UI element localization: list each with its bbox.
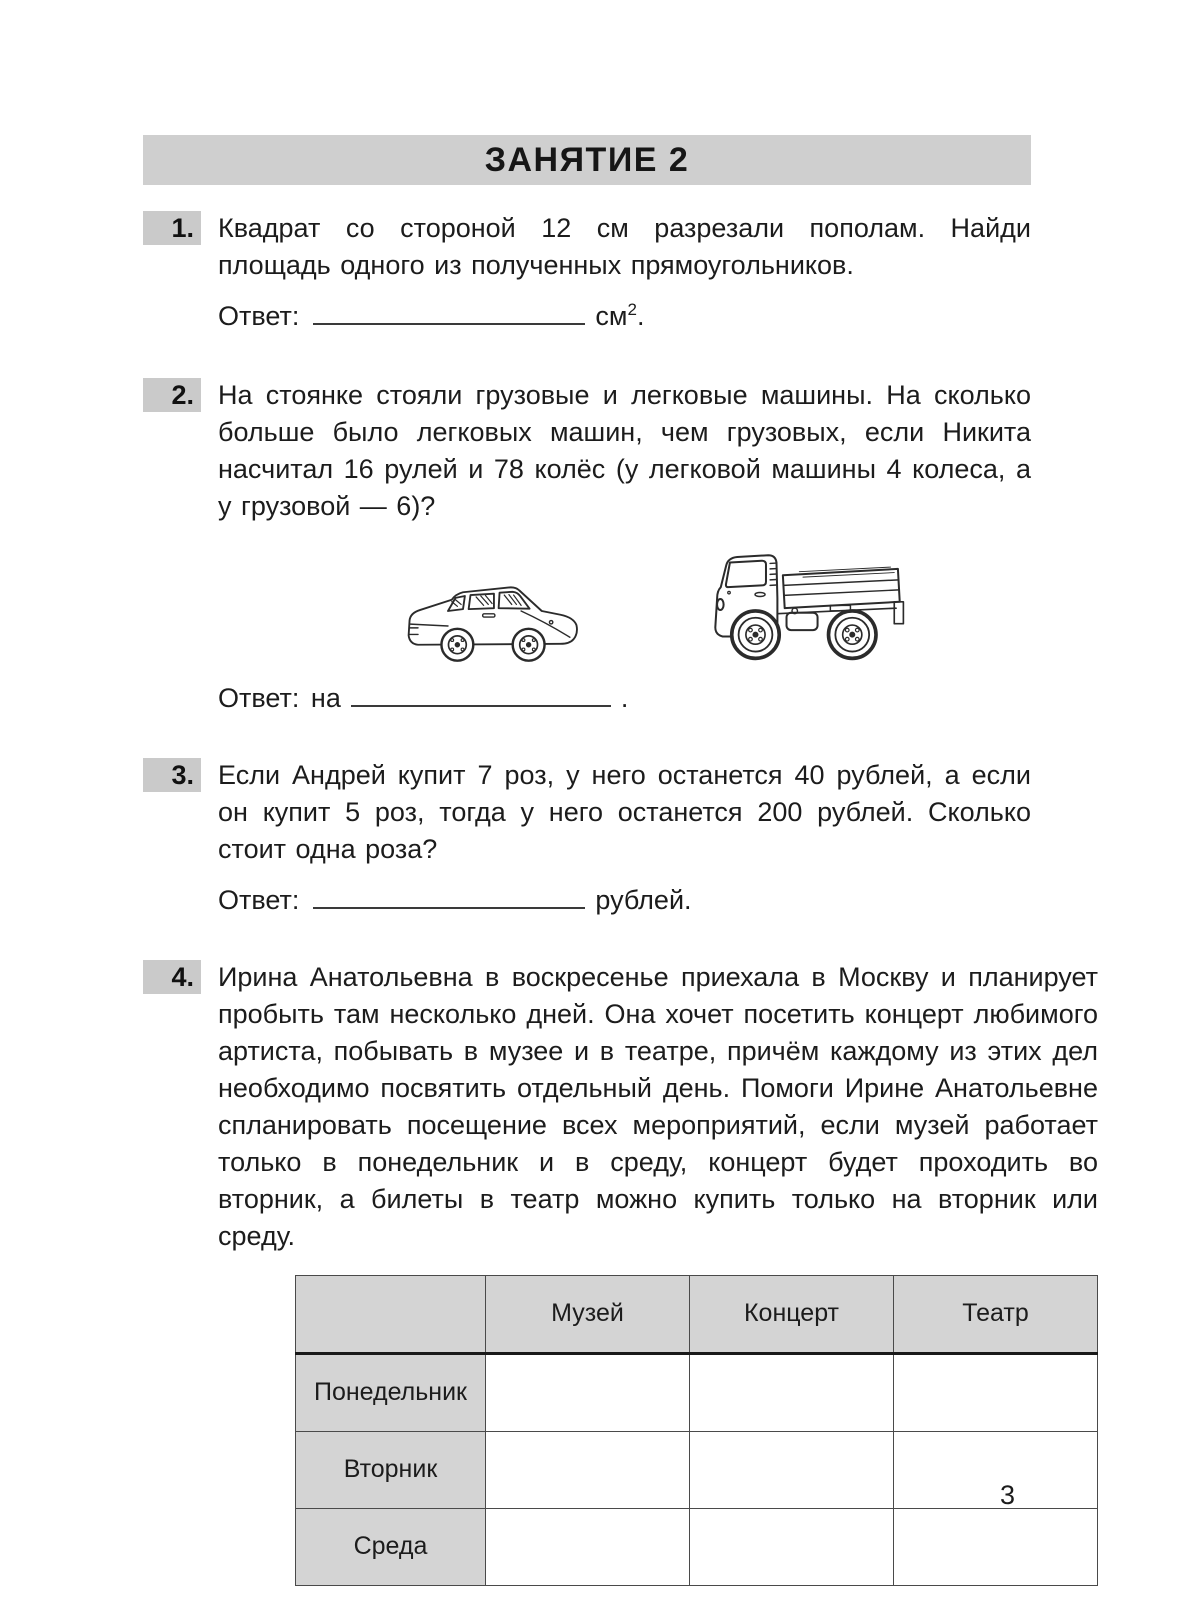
problem-1-text: Квадрат со стороной 12 см разрезали пополам. Найди площадь одного из полученных прямоугольников. xyxy=(218,213,1031,280)
cell-wednesday-museum[interactable] xyxy=(486,1508,690,1585)
cell-monday-theater[interactable] xyxy=(894,1353,1098,1431)
vehicle-illustrations xyxy=(403,547,1031,666)
answer-pre-word: на xyxy=(310,682,341,713)
problem-4 xyxy=(143,959,1098,1586)
row-header-monday: Понедельник xyxy=(296,1353,486,1431)
column-header-museum: Музей xyxy=(486,1275,690,1353)
problem-4-number: 4. xyxy=(143,960,201,994)
answer-blank[interactable] xyxy=(351,700,611,707)
truck-icon xyxy=(708,547,918,666)
problem-2-number: 2. xyxy=(143,378,201,412)
schedule-table xyxy=(295,1275,1098,1586)
page-title: ЗАНЯТИЕ 2 xyxy=(143,135,1031,185)
answer-blank[interactable] xyxy=(313,318,585,325)
answer-suffix: рублей. xyxy=(595,884,692,915)
problem-3-answer-line xyxy=(218,882,1031,919)
answer-label: Ответ: xyxy=(218,884,300,915)
problem-2-text: На стоянке стояли грузовые и легковые машины. На сколько больше было легковых машин, чем грузовых, если Никита насчитал 16 рулей и 78 колёс (у легковой машины 4 колеса, а у грузовой — 6)? xyxy=(218,380,1031,521)
column-header-theater: Театр xyxy=(894,1275,1098,1353)
cell-tuesday-concert[interactable] xyxy=(690,1431,894,1508)
page-number: 3 xyxy=(1000,1480,1016,1510)
car-illustration xyxy=(403,566,583,665)
problem-3 xyxy=(143,757,1031,919)
cell-wednesday-concert[interactable] xyxy=(690,1508,894,1585)
cell-monday-museum[interactable] xyxy=(486,1353,690,1431)
problem-3-number: 3. xyxy=(143,758,201,792)
answer-label: Ответ: xyxy=(218,682,300,713)
problem-2-answer-line xyxy=(218,680,1031,717)
cell-tuesday-theater[interactable] xyxy=(894,1431,1098,1508)
problem-1-answer-line xyxy=(218,298,1031,335)
problem-3-text: Если Андрей купит 7 роз, у него останется 40 рублей, а если он купит 5 роз, тогда у него останется 200 рублей. Сколько стоит одна роза? xyxy=(218,759,1031,864)
car-icon xyxy=(403,566,583,665)
cell-tuesday-museum[interactable] xyxy=(486,1431,690,1508)
table-header-row xyxy=(296,1275,1098,1353)
answer-unit: $см^2$. xyxy=(595,300,645,331)
answer-blank[interactable] xyxy=(313,902,585,909)
answer-end: . xyxy=(620,682,629,713)
answer-label: Ответ: xyxy=(218,301,300,331)
table-row-tuesday xyxy=(296,1431,1098,1508)
table-corner-cell xyxy=(296,1275,486,1353)
row-header-wednesday: Среда xyxy=(296,1508,486,1585)
row-header-tuesday: Вторник xyxy=(296,1431,486,1508)
problem-1 xyxy=(143,210,1031,335)
problem-1-number: 1. xyxy=(143,211,201,245)
column-header-concert: Концерт xyxy=(690,1275,894,1353)
problem-4-text: Ирина Анатольевна в воскресенье приехала в Москву и планирует пробыть там несколько дней. Она хочет посетить концерт любимого артиста, побывать в музее и в театре, причём каждому из этих дел необходимо посвятить отдельный день. Помоги Ирине Анатольевне спланировать посещение всех мероприятий, если музей работает только в понедельник и в среду, концерт будет проходить во вторник, а билеты в театр можно купить только на вторник или среду. xyxy=(218,961,1098,1251)
cell-monday-concert[interactable] xyxy=(690,1353,894,1431)
problem-2 xyxy=(143,377,1031,717)
table-row-wednesday xyxy=(296,1508,1098,1585)
table-row-monday xyxy=(296,1353,1098,1431)
truck-illustration xyxy=(708,547,918,666)
cell-wednesday-theater[interactable] xyxy=(894,1508,1098,1585)
